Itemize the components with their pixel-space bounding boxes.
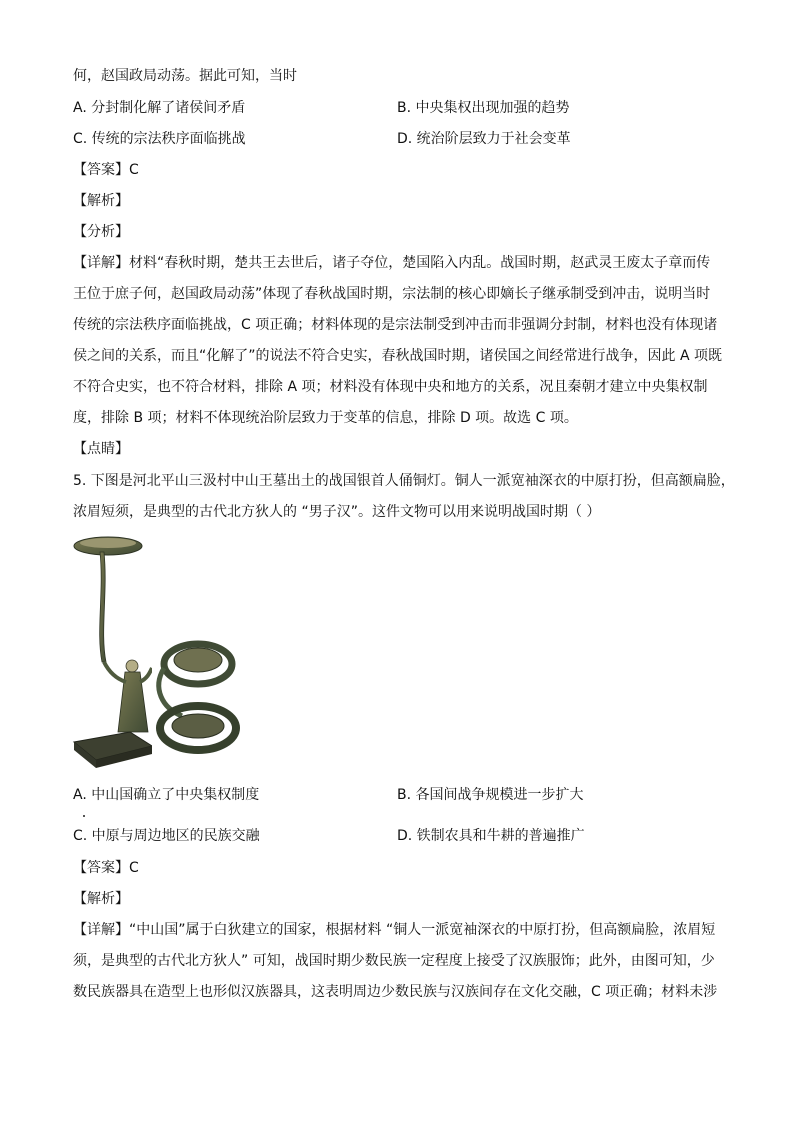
q4-stem-continued: 何，赵国政局动荡。据此可知，当时 [73, 68, 297, 84]
q4-option-b[interactable]: B. 中央集权出现加强的趋势 [397, 100, 570, 116]
lamp-pole [100, 552, 106, 662]
q4-answer: 【答案】C [73, 162, 139, 178]
lamp-upper-dish [174, 648, 222, 672]
lamp-lower-dish [172, 714, 224, 738]
figure-arm-right [140, 668, 152, 682]
q5-detail-line: 数民族器具在造型上也形似汉族器具，这表明周边少数民族与汉族间存在文化交融，C 项正确；材料未涉 [73, 984, 718, 1000]
q5-detail-line: 【详解】“中山国”属于白狄建立的国家，根据材料 “铜人一派宽袖深衣的中原打扮，但高额扁脸，浓眉短 [73, 922, 716, 938]
q5-stem-line: 浓眉短须，是典型的古代北方狄人的 “男子汉”。这件文物可以用来说明战国时期（ ） [73, 504, 601, 520]
q5-option-a[interactable]: A. 中山国确立了中央集权制度 [73, 787, 260, 803]
lamp-top-dish-rim [80, 538, 136, 548]
figure-arm-left [104, 662, 126, 682]
q5-option-d[interactable]: D. 铁制农具和牛耕的普遍推广 [397, 828, 585, 844]
bronze-lamp-figure [70, 532, 152, 768]
bronze-lamp-coils [152, 628, 242, 760]
q4-dianjing-heading: 【点睛】 [73, 441, 129, 457]
q5-answer: 【答案】C [73, 860, 139, 876]
q4-detail-line: 王位于庶子何，赵国政局动荡”体现了春秋战国时期，宗法制的核心即嫡长子继承制受到冲击，说明当时 [73, 286, 711, 302]
q4-fenxi-heading: 【分析】 [73, 224, 129, 240]
q4-option-d[interactable]: D. 统治阶层致力于社会变革 [397, 131, 571, 147]
q4-detail-line: 度，排除 B 项；材料不体现统治阶层致力于变革的信息，排除 D 项。故选 C 项。 [73, 410, 578, 426]
figure-silver-head [126, 660, 138, 672]
q4-detail-line: 传统的宗法秩序面临挑战，C 项正确；材料体现的是宗法制受到冲击而非强调分封制，材料也没有体现诸 [73, 317, 718, 333]
q5-option-c[interactable]: C. 中原与周边地区的民族交融 [73, 828, 260, 844]
q4-detail-line: 【详解】材料“春秋时期，楚共王去世后，诸子夺位，楚国陷入内乱。战国时期，赵武灵王废太子章而传 [73, 255, 711, 271]
bronze-lamp-image [70, 532, 152, 768]
q4-detail-line: 侯之间的关系，而且“化解了”的说法不符合史实，春秋战国时期，诸侯国之间经常进行战争，因此 A 项既 [73, 348, 722, 364]
stray-mark [83, 815, 85, 817]
q5-analysis-heading: 【解析】 [73, 891, 129, 907]
q4-detail-line: 不符合史实，也不符合材料，排除 A 项；材料没有体现中央和地方的关系，况且秦朝才建立中央集权制 [73, 379, 708, 395]
q4-option-a[interactable]: A. 分封制化解了诸侯间矛盾 [73, 100, 246, 116]
q5-stem-line: 5. 下图是河北平山三汲村中山王墓出土的战国银首人俑铜灯。铜人一派宽袖深衣的中原打扮，但高额扁脸， [73, 473, 735, 489]
q4-option-c[interactable]: C. 传统的宗法秩序面临挑战 [73, 131, 246, 147]
q5-detail-line: 须，是典型的古代北方狄人” 可知，战国时期少数民族一定程度上接受了汉族服饰；此外，由图可知，少 [73, 953, 715, 969]
q5-option-b[interactable]: B. 各国间战争规模进一步扩大 [397, 787, 584, 803]
q4-analysis-heading: 【解析】 [73, 193, 129, 209]
